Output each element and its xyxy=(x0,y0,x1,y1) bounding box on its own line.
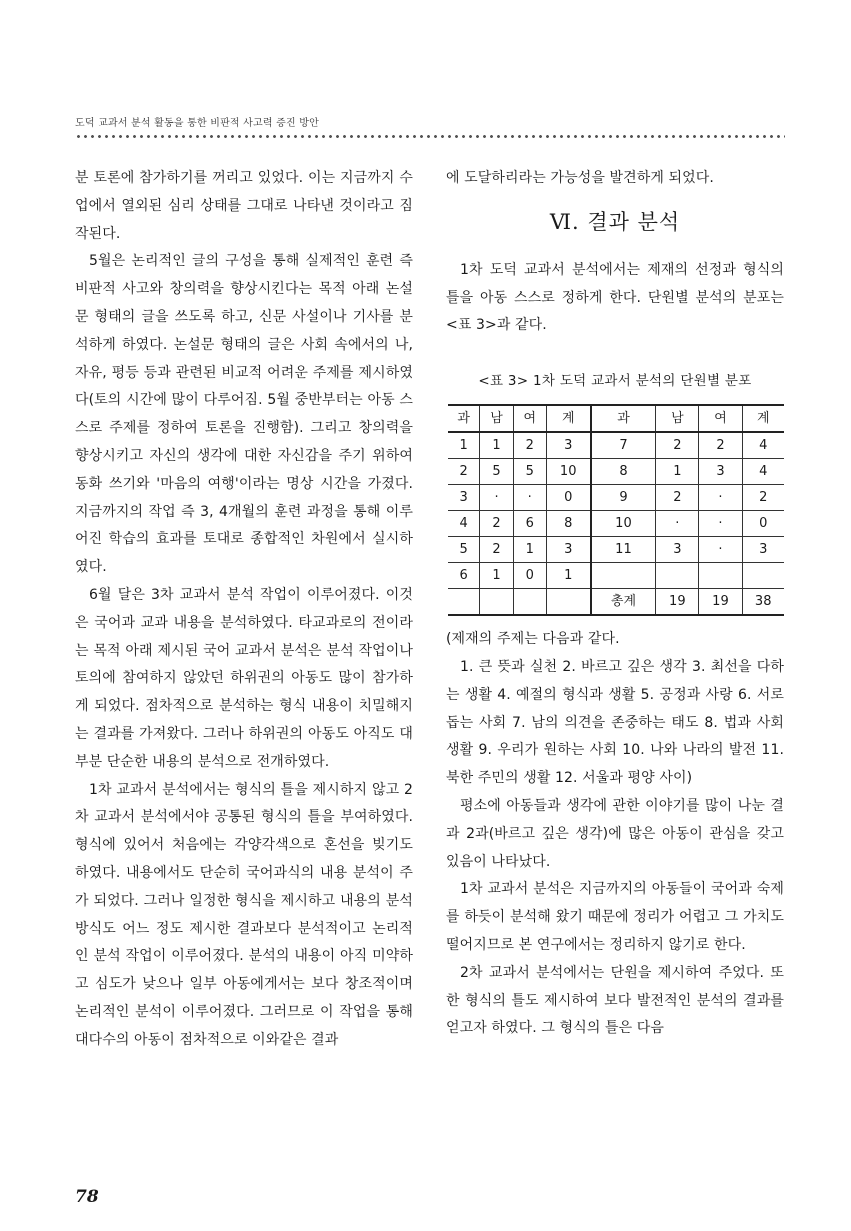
table-cell xyxy=(546,589,590,616)
table-cell: 4 xyxy=(742,459,784,485)
running-header: 도덕 교과서 분석 활동을 통한 비판적 사고력 증진 방안 xyxy=(75,118,319,129)
table-cell xyxy=(591,563,656,589)
table-cell: 11 xyxy=(591,537,656,563)
table-row xyxy=(448,589,784,616)
table-cell: 8 xyxy=(546,511,590,537)
table-cell: 19 xyxy=(656,589,699,616)
table-cell: 7 xyxy=(591,432,656,459)
table-header-cell: 과 xyxy=(591,405,656,432)
table-row xyxy=(448,537,784,563)
table-cell: · xyxy=(656,511,699,537)
table-cell: 3 xyxy=(546,432,590,459)
table-cell: 4 xyxy=(448,511,480,537)
table-row xyxy=(448,459,784,485)
table-cell: 1 xyxy=(546,563,590,589)
right-body xyxy=(446,626,784,1043)
right-intro-paragraph: 1차 도덕 교과서 분석에서는 제재의 선정과 형식의 틀을 아동 스스로 정하게 한다. 단원별 분석의 분포는 <표 3>과 같다. xyxy=(446,261,784,334)
table-cell: 3 xyxy=(742,537,784,563)
table-row xyxy=(448,511,784,537)
table-cell: 2 xyxy=(656,432,699,459)
table-header-cell: 여 xyxy=(513,405,546,432)
table-cell: 2 xyxy=(480,537,513,563)
right-paragraph-5: 2차 교과서 분석에서는 단원을 제시하여 주었다. 또한 형식의 틀도 제시하여 보다 발전적인 분석의 결과를 얻고자 하였다. 그 형식의 틀은 다음 xyxy=(446,964,784,1037)
table-cell: 3 xyxy=(699,459,742,485)
table-caption: <표 3> 1차 도덕 교과서 분석의 단원별 분포 xyxy=(478,373,752,390)
left-column xyxy=(75,165,413,1055)
left-paragraph-1: 분 토론에 참가하기를 꺼리고 있었다. 이는 지금까지 수업에서 열외된 심리 상태를 그대로 나타낸 것이라고 짐작된다. xyxy=(75,170,413,242)
table-cell xyxy=(513,589,546,616)
right-paragraph-4: 1차 교과서 분석은 지금까지의 아동들이 국어과 숙제를 하듯이 분석해 왔기 때문에 정리가 어렵고 그 가치도 떨어지므로 본 연구에서는 정리하지 않기로 한다. xyxy=(446,881,784,953)
table-cell: 8 xyxy=(591,459,656,485)
left-paragraph-3: 6월 달은 3차 교과서 분석 작업이 이루어졌다. 이것은 국어과 교과 내용을 분석하였다. 타교과로의 전이라는 목적 아래 제시된 국어 교과서 분석은 분석 작업이나 토의에 참여하지 않았던 하위권의 아동도 많이 참가하게 되었다. 점차적으로 분석하는 형식 내용이 치밀해지는 결과를 가져왔다. 그러나 하위권의 아동도 아직도 대부분 단순한 내용의 분석으로 전개하였다. xyxy=(75,586,413,770)
table-cell: 5 xyxy=(448,537,480,563)
table-cell: 10 xyxy=(591,511,656,537)
table-cell: · xyxy=(480,485,513,511)
table-cell: 2 xyxy=(699,432,742,459)
right-continuation: 에 도달하리라는 가능성을 발견하게 되었다. xyxy=(446,170,714,186)
table-row xyxy=(448,432,784,459)
table-header-cell: 여 xyxy=(699,405,742,432)
table-header-cell: 계 xyxy=(546,405,590,432)
table-cell: 1 xyxy=(480,432,513,459)
table-cell: 2 xyxy=(742,485,784,511)
table-cell: 2 xyxy=(513,432,546,459)
section-title: Ⅵ. 결과 분석 xyxy=(549,209,681,234)
table-cell: 2 xyxy=(448,459,480,485)
right-paragraph-2: 1. 큰 뜻과 실천 2. 바르고 깊은 생각 3. 최선을 다하는 생활 4. 예절의 형식과 생활 5. 공정과 사랑 6. 서로 돕는 사회 7. 남의 의견을 존중하는 태도 8. 법과 사회 생활 9. 우리가 원하는 사회 10. 나와 나라의 발전 11. 북한 주민의 생활 12. 서울과 평양 사이) xyxy=(446,658,784,787)
table-cell: 4 xyxy=(742,432,784,459)
table-cell: 총계 xyxy=(591,589,656,616)
table-cell: 6 xyxy=(448,563,480,589)
table-header-cell: 남 xyxy=(656,405,699,432)
table-cell: · xyxy=(699,485,742,511)
table-header-row xyxy=(448,405,784,432)
table-cell: 3 xyxy=(448,485,480,511)
left-paragraph-4: 1차 교과서 분석에서는 형식의 틀을 제시하지 않고 2차 교과서 분석에서야 공통된 형식의 틀을 부여하였다. 형식에 있어서 처음에는 각양각색으로 혼선을 빚기도 하였다. 내용에서도 단순히 국어과식의 내용 분석이 주가 되었다. 그러나 일정한 형식을 제시하고 내용의 분석 방식도 어느 정도 제시한 결과보다 분석적이고 논리적인 분석 작업이 이루어졌다. 분석의 내용이 아직 미약하고 심도가 낮으나 일부 아동에게서는 보다 창조적이며 논리적인 분석이 이루어졌다. 그러므로 이 작업을 통해 대다수의 아동이 점차적으로 이와같은 결과 xyxy=(75,781,413,1048)
table-cell: 6 xyxy=(513,511,546,537)
table-header-cell: 계 xyxy=(742,405,784,432)
table-cell: 0 xyxy=(513,563,546,589)
table-body xyxy=(448,432,784,615)
table-cell xyxy=(656,563,699,589)
table-cell: 3 xyxy=(656,537,699,563)
table-header-cell: 남 xyxy=(480,405,513,432)
table-cell xyxy=(480,589,513,616)
table-cell: · xyxy=(699,511,742,537)
table-cell: 0 xyxy=(546,485,590,511)
table-cell: 5 xyxy=(513,459,546,485)
left-paragraph-2: 5월은 논리적인 글의 구성을 통해 실제적인 훈련 즉 비판적 사고와 창의력을 향상시킨다는 목적 아래 논설문 형태의 글을 쓰도록 하고, 신문 사설이나 기사를 분석하게 하였다. 논설문 형태의 글은 사회 속에서의 나, 자유, 평등 등과 관련된 비교적 어려운 주제를 제시하였다(토의 시간에 많이 다루어짐. 5월 중반부터는 아동 스스로 주제를 정하여 토론을 진행함). 그리고 창의력을 향상시키고 자신의 생각에 대한 자신감을 주기 위하여 동화 쓰기와 '마음의 여행'이라는 명상 시간을 가졌다. 지금까지의 작업 즉 3, 4개월의 훈련 과정을 통해 이루어진 학습의 효과를 토대로 종합적인 차원에서 실시하였다. xyxy=(75,253,413,576)
table-cell: 38 xyxy=(742,589,784,616)
table-cell: 1 xyxy=(513,537,546,563)
table-header-cell: 과 xyxy=(448,405,480,432)
unit-distribution-table xyxy=(448,404,784,616)
table-cell: 1 xyxy=(448,432,480,459)
table-cell: · xyxy=(513,485,546,511)
table-cell: 2 xyxy=(480,511,513,537)
table-cell: 2 xyxy=(656,485,699,511)
table-cell: 5 xyxy=(480,459,513,485)
table-cell xyxy=(699,563,742,589)
right-column xyxy=(446,165,784,1043)
table-cell xyxy=(448,589,480,616)
table-cell: 0 xyxy=(742,511,784,537)
right-paragraph-1: (제재의 주제는 다음과 같다. xyxy=(446,631,620,648)
header-dotted-rule xyxy=(75,134,785,139)
table-row xyxy=(448,563,784,589)
table-cell: 1 xyxy=(656,459,699,485)
table-cell: 10 xyxy=(546,459,590,485)
table-cell xyxy=(742,563,784,589)
page-number: 78 xyxy=(75,1187,99,1207)
right-paragraph-3: 평소에 아동들과 생각에 관한 이야기를 많이 나눈 결과 2과(바르고 깊은 생각)에 많은 아동이 관심을 갖고 있음이 나타났다. xyxy=(446,797,784,870)
table-cell: 9 xyxy=(591,485,656,511)
table-row xyxy=(448,485,784,511)
table-cell: 1 xyxy=(480,563,513,589)
table-cell: 3 xyxy=(546,537,590,563)
table-cell: · xyxy=(699,537,742,563)
table-cell: 19 xyxy=(699,589,742,616)
